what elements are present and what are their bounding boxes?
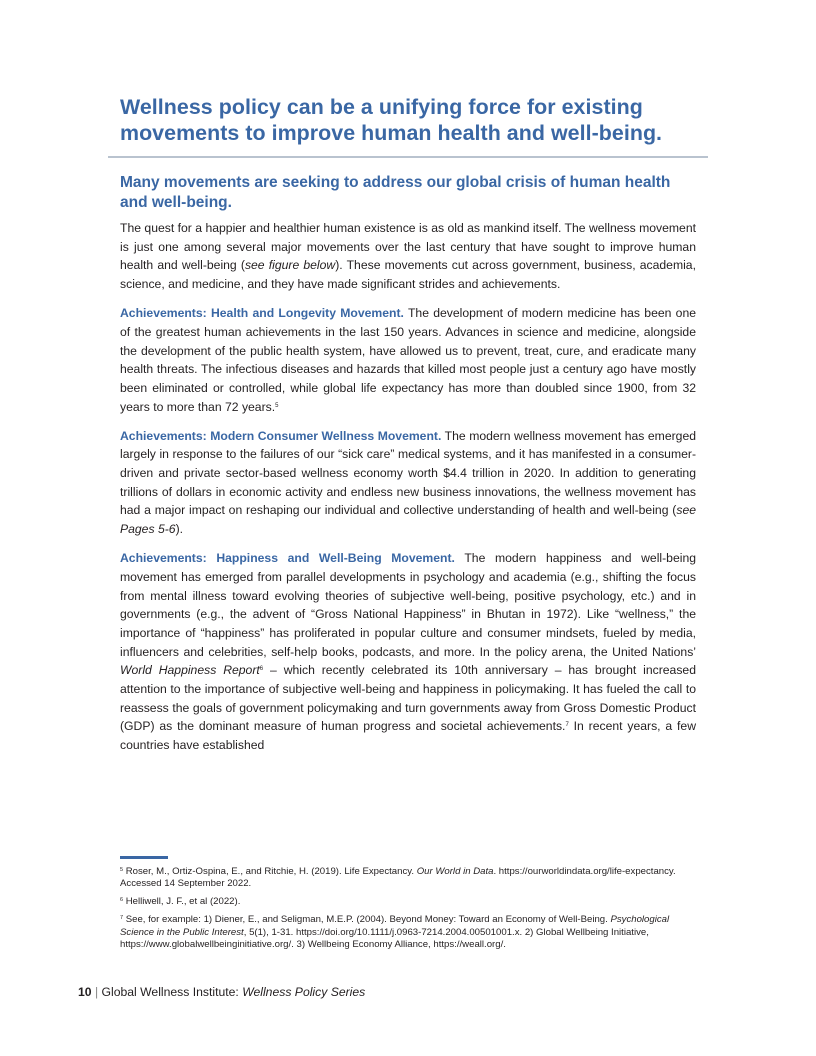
pages-reference: see Pages 5-6 — [120, 503, 696, 537]
footnote-text: Roser, M., Ortiz-Ospina, E., and Ritchie, H. (2019). Life Expectancy. — [123, 866, 417, 877]
footnote-text: See, for example: 1) Diener, E., and Seligman, M.E.P. (2004). Beyond Money: Toward an Economy of Well-Being. — [123, 914, 611, 926]
consumer-paragraph — [120, 427, 696, 539]
footnote-ref-5[interactable]: 5 — [275, 402, 279, 409]
report-title: World Happiness Report — [120, 663, 260, 678]
page-number: 10 — [78, 985, 92, 999]
page-footer — [78, 985, 365, 999]
intro-paragraph — [120, 219, 696, 294]
health-lead: Achievements: Health and Longevity Movement. — [120, 306, 404, 321]
title-divider — [108, 156, 708, 158]
page-title: Wellness policy can be a unifying force for existing movements to improve human health and well-being. — [120, 95, 663, 145]
consumer-lead: Achievements: Modern Consumer Wellness Movement. — [120, 428, 442, 443]
footnote-text: Helliwell, J. F., et al (2022). — [123, 896, 241, 908]
consumer-text-1: The modern wellness movement has emerged largely in response to the failures of our “sick care” medical systems, and it has manifested in a consumer-driven and private sector-based wellness economy worth $4.4 trillion in 2020. In addition to generating trillions of dollars in economic activity and endless new business innovations, the wellness movement has had a major impact on reshaping our individual and collective understanding of health and well-being ( — [120, 428, 697, 518]
body-text — [120, 219, 696, 765]
happiness-paragraph — [120, 549, 696, 755]
happiness-text-3: In recent years, a few countries have established — [120, 719, 696, 753]
footer-org: Global Wellness Institute: — [101, 985, 243, 999]
happiness-text-1: The modern happiness and well-being movement has emerged from parallel developments in psychology and academia (e.g., shifting the focus from mental illness toward evolving theories of subjective well-being, positive psychology, etc.) and in governments (e.g., the advent of “Gross National Happiness” in Bhutan in 1972). Like “wellness,” the importance of “happiness” has proliferated in popular culture and consumer mindsets, fueled by media, influencers and celebrities, self-help books, podcasts, and more. In the policy arena, the United Nations’ — [120, 551, 697, 659]
footnote-divider — [120, 856, 168, 859]
footnote-text: . https://ourworldindata.org/life-expectancy. Accessed 14 September 2022. — [120, 866, 676, 890]
health-text: The development of modern medicine has been one of the greatest human achievements in the last 150 years. Advances in science and medicine, alongside the development of the public health system, have allowed us to prevent, treat, cure, and eradicate many health threats. The infectious diseases and hazards that killed most people just a century ago have mostly been eliminated or controlled, while global life expectancy has more than doubled since 1900, from 32 years to more than 72 years. — [120, 306, 697, 414]
footnote-number: 6 — [120, 897, 124, 904]
health-paragraph — [120, 304, 696, 416]
intro-text-1: The quest for a happier and healthier human existence is as old as mankind itself. The wellness movement is just one among several major movements over the last century that have sought to improve human health and well-being ( — [120, 221, 696, 273]
footnote-5 — [120, 866, 696, 891]
footnote-number: 5 — [120, 867, 124, 873]
footnote-source: Psychological Science in the Public Interest — [120, 914, 670, 938]
footnote-text: , 5(1), 1-31. https://doi.org/10.1111/j.0963-7214.2004.00501001.x. 2) Global Wellbeing Initiative, https://www.globalwellbeinginitiative.org/. 3) Wellbeing Economy Alliance, https://weall.org/. — [120, 926, 649, 951]
footnote-ref-7[interactable]: 7 — [565, 722, 569, 729]
footer-separator: | — [94, 985, 99, 999]
figure-reference: see figure below — [244, 258, 336, 273]
section-subhead: Many movements are seeking to address our global crisis of human health and well-being. — [120, 174, 671, 211]
footnotes — [120, 866, 696, 957]
footnote-number: 7 — [120, 915, 124, 922]
intro-text-2: ). These movements cut across government, business, academia, science, and medicine, and they have made significant strides and achievements. — [120, 258, 696, 292]
footnote-6 — [120, 896, 696, 908]
consumer-text-2: ). — [175, 522, 184, 537]
footer-series: Wellness Policy Series — [242, 985, 366, 999]
footnote-source: Our World in Data — [416, 866, 494, 877]
happiness-lead: Achievements: Happiness and Well-Being Movement. — [120, 551, 455, 566]
footnote-7 — [120, 914, 696, 951]
happiness-text-2: – which recently celebrated its 10th anniversary – has brought increased attention to the importance of subjective well-being and happiness in policymaking. It has fueled the call to reassess the goals of government policymaking and turn governments away from Gross Domestic Product (GDP) as the dominant measure of human progress and societal achievements. — [120, 663, 696, 734]
footnote-ref-6[interactable]: 6 — [259, 666, 264, 673]
